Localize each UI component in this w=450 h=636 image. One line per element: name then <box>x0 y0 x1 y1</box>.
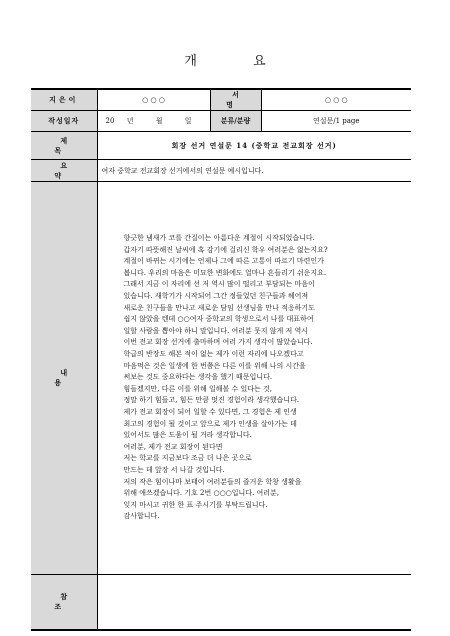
date-year: 20 <box>105 117 115 125</box>
content-line: 계절이 바뀌는 시기에는 언제나 그에 따른 고통이 따르기 마련인가 <box>123 257 324 266</box>
signature-label: 서 명 <box>210 89 261 111</box>
content-line: 있어서도 많은 도움이 될 거라 생각합니다. <box>123 431 252 440</box>
content-line: 일할 사람을 뽑아야 하니 말입니다. 여러분 뭇지 않게 저 역시 <box>123 326 309 335</box>
date-day-unit: 일 <box>184 117 192 125</box>
signature-value: ○ ○ ○ <box>261 89 411 111</box>
content-line: 새로운 친구들을 만나고 새로운 담임 선생님을 만나 적응하기도 <box>123 303 315 312</box>
content-line: 써보는 것도 중요하다는 생각을 했기 때문입니다. <box>123 373 273 382</box>
content-line: 봅니다. 우리의 마음은 미묘한 변화에도 얼마나 흔들리기 쉬운지요. <box>123 268 327 277</box>
content-row <box>31 182 411 575</box>
content-line: 감사합니다. <box>123 512 160 521</box>
content-line: 학급의 반장도 해본 적이 없는 제가 이런 자리에 나오겠다고 <box>123 350 304 359</box>
date-row <box>31 111 411 132</box>
date-label: 작성일자 <box>31 111 97 132</box>
document-form-table <box>31 88 411 631</box>
date-month-unit: 월 <box>155 117 163 125</box>
summary-label: 요 약 <box>31 160 97 182</box>
title-label: 제 목 <box>31 132 97 160</box>
summary-value: 여자 중학교 전교회장 선거에서의 연설문 예시입니다. <box>97 160 411 182</box>
content-line: 잊지 마시고 귀한 한 표 주시기를 부탁드립니다. <box>123 500 268 509</box>
content-line: 저는 학교를 지금보다 조금 더 나은 곳으로 <box>123 454 252 463</box>
content-line: 쉽지 않았을 텐데 ○○여자 중학교의 학생으로서 나를 대표하여 <box>123 315 314 324</box>
content-line: 제가 전교 회장이 되어 일할 수 있다면, 그 경험은 제 인생 <box>123 407 297 416</box>
content-line: 만드는 데 앞장 서 나갈 것입니다. <box>123 465 225 474</box>
author-label: 지은이 <box>31 89 97 111</box>
reference-value <box>97 575 411 631</box>
summary-row <box>31 160 411 182</box>
content-line: 갑자기 따뜻해진 날씨에 혹 감기에 걸리신 학우 여러분은 없는지요? <box>123 245 328 254</box>
category-label: 분류/분량 <box>210 111 261 132</box>
reference-row <box>31 575 411 631</box>
content-line: 정말 하기 힘들고, 힘든 만큼 멋진 경험이라 생각했습니다. <box>123 396 300 405</box>
content-line: 향긋한 냄새가 코를 간질이는 아름다운 계절이 시작되었습니다. <box>123 234 315 243</box>
content-line: 그래서 지금 이 자리에 선 저 역시 많이 떨리고 부담되는 마음이 <box>123 280 315 289</box>
content-label: 내 용 <box>31 182 97 575</box>
author-row <box>31 89 411 111</box>
content-line: 저의 작은 힘이나마 보태어 여러분들의 즐거운 학창 생활을 <box>123 477 302 486</box>
date-value <box>97 111 210 132</box>
document-title: 회장 선거 연설문 14 (중학교 전교회장 선거) <box>97 132 411 160</box>
page-title: 개 요 <box>184 54 292 69</box>
content-line: 최고의 경험이 될 것이고 앞으로 제가 인생을 살아가는 데 <box>123 419 297 428</box>
date-year-unit: 년 <box>126 117 134 125</box>
content-line: 힘들겠지만, 다른 이를 위해 일해볼 수 있다는 것, <box>123 384 273 393</box>
content-line: 이번 전교 회장 선거에 출마하며 여러 가지 생각이 많았습니다. <box>123 338 313 347</box>
category-value: 연설문/1 page <box>261 111 411 132</box>
content-line: 여러분, 제가 전교 회장이 된다면 <box>123 442 223 451</box>
reference-label: 참 조 <box>31 575 97 631</box>
author-value: ○ ○ ○ <box>97 89 210 111</box>
content-line: 위해 애쓰겠습니다. 기호 2번 ○○○입니다. 여러분, <box>123 489 280 498</box>
title-row <box>31 132 411 160</box>
content-line: 있습니다. 새학기가 시작되어 그간 정들었던 친구들과 헤어져 <box>123 292 309 301</box>
content-line: 마음먹은 것은 일생에 한 번쯤은 다른 이를 위해 나의 시간을 <box>123 361 306 370</box>
content-body <box>97 182 411 575</box>
